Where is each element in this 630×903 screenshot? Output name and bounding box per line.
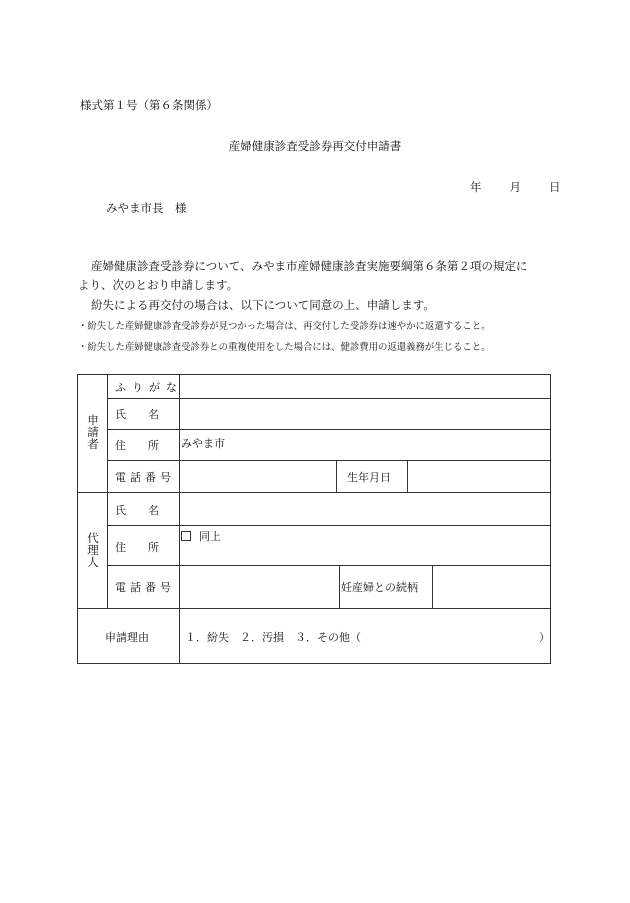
application-form-table: [77, 374, 551, 664]
consent-note-1: ・紛失した産婦健康診査受診券が見つかった場合は、再交付した受診券は速やかに返還すること。: [78, 321, 491, 332]
reason-label: 申請理由: [105, 631, 149, 644]
addressee: みやま市長 様: [106, 201, 187, 215]
agent-name-label: 氏 名: [115, 504, 159, 517]
applicant-address-value[interactable]: みやま市: [181, 437, 225, 450]
reason-options[interactable]: １．紛失 ２．汚損 ３．その他（: [185, 631, 361, 644]
agent-phone-label: 電話番号: [115, 581, 175, 594]
form-number: 様式第１号（第６条関係）: [80, 98, 218, 112]
applicant-phone-label: 電話番号: [115, 471, 175, 484]
same-as-above-option[interactable]: [181, 528, 221, 544]
agent-address-label: 住 所: [115, 541, 159, 554]
agent-group-label: 代理人: [87, 531, 99, 569]
birthdate-label: 生年月日: [347, 471, 391, 484]
body-paragraph-1: 産婦健康診査受診券について、みやま市産婦健康診査実施要綱第６条第２項の規定に: [91, 259, 528, 273]
relation-label: 妊産婦との続柄: [341, 581, 418, 594]
applicant-group-label: 申請者: [87, 413, 99, 451]
same-as-above-label: 同上: [199, 530, 221, 543]
body-paragraph-3: 紛失による再交付の場合は、以下について同意の上、申請します。: [91, 298, 435, 312]
date-year: 年: [470, 180, 482, 194]
furigana-label: ふりがな: [115, 381, 183, 394]
applicant-name-label: 氏 名: [115, 408, 159, 421]
applicant-address-label: 住 所: [115, 439, 159, 452]
date-day: 日: [549, 180, 561, 194]
body-paragraph-2: より、次のとおり申請します。: [78, 278, 239, 292]
date-line: [470, 179, 561, 195]
consent-note-2: ・紛失した産婦健康診査受診券との重複使用をした場合には、健診費用の返還義務が生じること。: [78, 342, 491, 353]
date-month: 月: [509, 180, 521, 194]
form-title: 産婦健康診査受診券再交付申請書: [228, 139, 402, 153]
reason-close-paren: ）: [539, 631, 550, 644]
same-as-above-checkbox[interactable]: [181, 531, 191, 541]
